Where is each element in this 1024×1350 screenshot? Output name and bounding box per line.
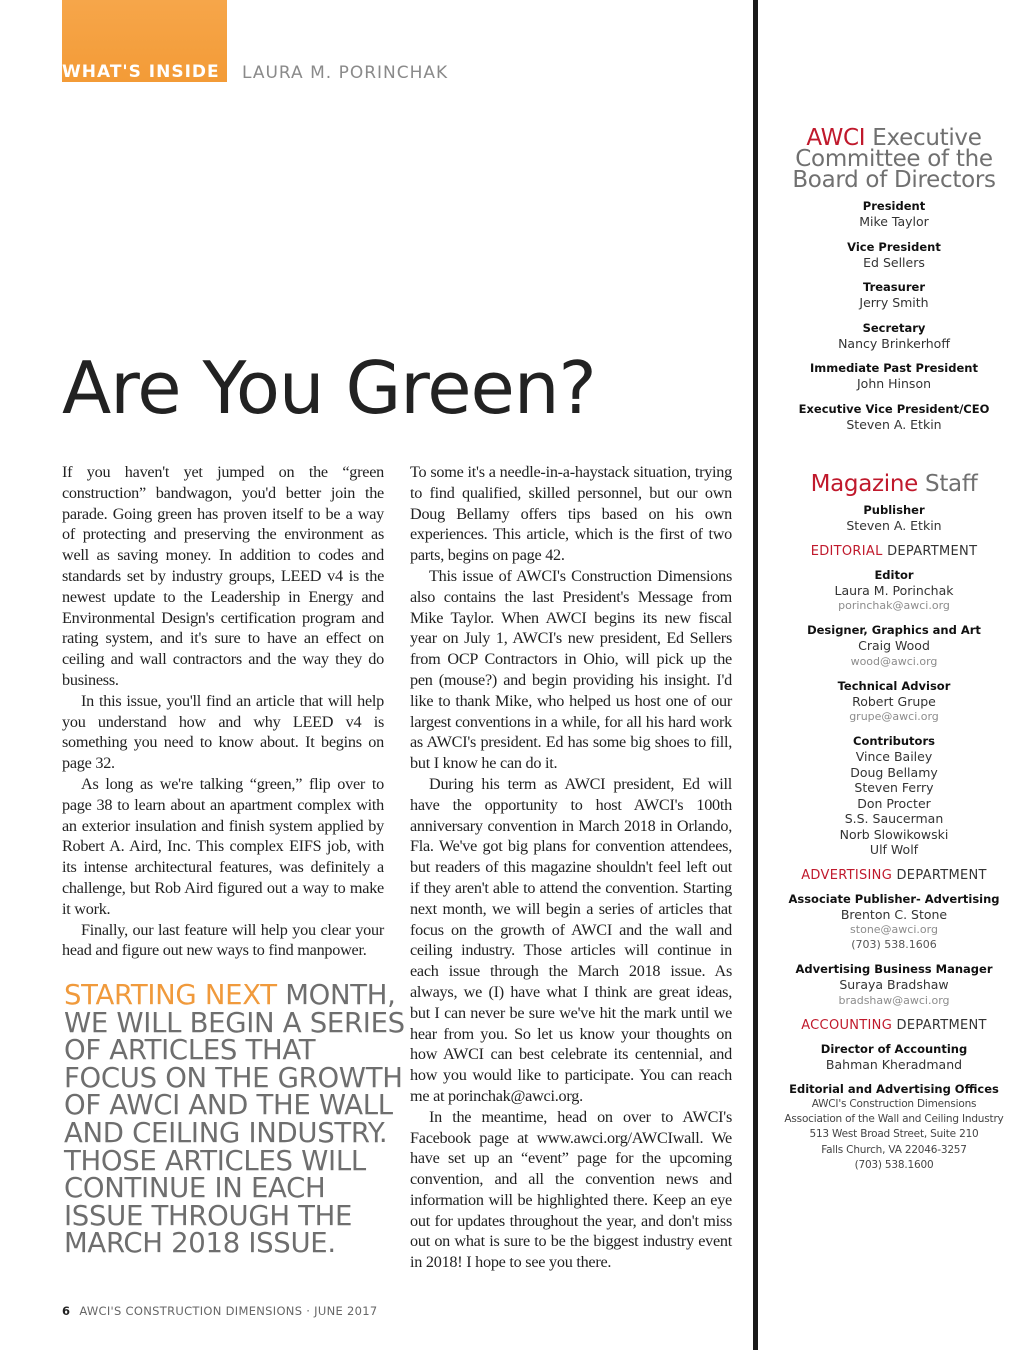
paragraph: To some it's a needle-in-a-haystack situation, trying to find qualified, skilled personnel, but our own Doug Bellamy offers tips based on his own experiences. This article, which is the first of two parts, begins on page 42. bbox=[410, 463, 732, 565]
exec-entry: Immediate Past President John Hinson bbox=[810, 361, 978, 391]
staff-entry: Editor Laura M. Porinchak porinchak@awci.org bbox=[780, 568, 1008, 614]
paragraph: If you haven't yet jumped on the “green construction” bandwagon, you'd better join the parade. Going green has proven itself to be a way of protecting and preserving the environment as well as saving money. In addition to codes and standards set by industry groups, LEED v4 is the newest update to the Leadership in Energy and Environmental Design's certification program and rating system, and it's sure to have an effect on ceiling and wall contractors and the way they do business. bbox=[62, 463, 384, 689]
contributors-entry: Contributors Vince Bailey Doug Bellamy Steven Ferry Don Procter S.S. Saucerman Norb Slowikowski Ulf Wolf bbox=[839, 734, 949, 857]
exec-entry: Vice President Ed Sellers bbox=[847, 239, 941, 270]
staff-entry: Technical Advisor Robert Grupe grupe@awci.org bbox=[780, 679, 1008, 725]
article-column-2 bbox=[410, 462, 732, 1273]
pull-quote-accent: STARTING NEXT bbox=[64, 979, 277, 1011]
exec-entry: Secretary Nancy Brinkerhoff bbox=[838, 320, 950, 351]
accounting-department-heading: ACCOUNTING DEPARTMENT bbox=[801, 1017, 987, 1033]
exec-entry: President Mike Taylor bbox=[859, 199, 929, 229]
article-column-1 bbox=[62, 462, 384, 961]
paragraph: During his term as AWCI president, Ed will have the opportunity to host AWCI's 100th anniversary convention in March 2018 in Orlando, Fla. We've got big plans for convention attendees, but readers of this magazine shouldn't feel left out if they aren't able to attend the convention. Starting next month, we will begin a series of articles that focus on the growth of AWCI and the wall and ceiling industry. Those articles will continue in each issue through the March 2018 issue. As always, we (I) have what I think are great ideas, but I can never be sure we've hit the mark until we hear from you. So let us know your thoughts on how AWCI can best celebrate its centennial, and how you would like to participate. You can reach me at porinchak@awci.org. bbox=[410, 774, 732, 1105]
magazine-staff-title: Magazine Staff bbox=[810, 471, 978, 497]
pull-quote-text: MONTH, WE WILL BEGIN A SERIES OF ARTICLES THAT FOCUS ON THE GROWTH OF AWCI AND THE WALL AND CEILING INDUSTRY. THOSE ARTICLES WILL CONTINUE IN EACH ISSUE THROUGH THE MARCH 2018 ISSUE. bbox=[64, 979, 405, 1260]
publisher-entry: Publisher Steven A. Etkin bbox=[846, 503, 942, 533]
phone-number: (703) 538.1606 bbox=[851, 938, 937, 951]
paragraph: As long as we're talking “green,” flip over to page 38 to learn about an apartment complex with an exterior insulation and finish system applied by Robert A. Aird, Inc. This complex EIFS job, with its intense architectural features, was definitely a challenge, but Rob Aird figured out a way to make it work. bbox=[62, 774, 384, 918]
page-footer bbox=[62, 1304, 377, 1318]
section-kicker: WHAT'S INSIDE bbox=[62, 62, 220, 82]
author-name: LAURA M. PORINCHAK bbox=[242, 63, 449, 83]
offices-entry: Editorial and Advertising Offices AWCI's Construction Dimensions Association of the Wall and Ceiling Industry 513 West Broad Street, Suite 210 Falls Church, VA 22046-3257 (703) 538.1600 bbox=[784, 1082, 1004, 1171]
staff-entry: Designer, Graphics and Art Craig Wood wood@awci.org bbox=[780, 623, 1008, 669]
masthead-sidebar bbox=[780, 125, 1008, 1183]
staff-entry: Advertising Business Manager Suraya Bradshaw bradshaw@awci.org bbox=[780, 962, 1008, 1008]
pull-quote bbox=[64, 979, 409, 1260]
email-link[interactable]: wood@awci.org bbox=[850, 654, 938, 668]
email-link[interactable]: stone@awci.org bbox=[850, 923, 938, 936]
paragraph: In the meantime, head on over to AWCI's Facebook page at www.awci.org/AWCIwall. We have set up an “event” page for the upcoming convention, and all the convention news and information will be highlighted there. Keep an eye out for updates throughout the year, and don't miss out on what is sure to be the biggest industry event in 2018! I hope to see you there. bbox=[410, 1107, 732, 1272]
email-link[interactable]: porinchak@awci.org bbox=[838, 599, 950, 612]
column-divider bbox=[753, 0, 758, 1350]
article-title: Are You Green? bbox=[62, 346, 596, 430]
email-link[interactable]: grupe@awci.org bbox=[849, 710, 939, 723]
paragraph: Finally, our last feature will help you clear your head and figure out new ways to find manpower. bbox=[62, 920, 384, 960]
exec-committee-title: AWCI Executive Committee of the Board of Directors bbox=[792, 125, 996, 193]
staff-entry: Associate Publisher- Advertising Brenton C. Stone stone@awci.org (703) 538.1606 bbox=[780, 892, 1008, 953]
exec-entry: Treasurer Jerry Smith bbox=[859, 280, 929, 310]
staff-entry: Director of Accounting Bahman Kheradmand bbox=[820, 1041, 968, 1072]
publication-line: AWCI'S CONSTRUCTION DIMENSIONS · JUNE 2017 bbox=[79, 1304, 378, 1318]
advertising-department-heading: ADVERTISING DEPARTMENT bbox=[801, 867, 987, 883]
exec-entry: Executive Vice President/CEO Steven A. Etkin bbox=[798, 401, 990, 432]
editorial-department-heading: EDITORIAL DEPARTMENT bbox=[810, 543, 978, 559]
paragraph: This issue of AWCI's Construction Dimensions also contains the last President's Message from Mike Taylor. When AWCI begins its new fiscal year on July 1, AWCI's new president, Ed Sellers from OCP Contractors in Ohio, will pick up the pen (mouse?) and begin providing his insight. I'd like to thank Mike, who helped us host one of our largest conventions in a while, for all his hard work as AWCI's president. Ed has some big shoes to fill, but I know he can do it. bbox=[410, 566, 732, 773]
page-number: 6 bbox=[62, 1304, 71, 1318]
paragraph: In this issue, you'll find an article that will help you understand how and why LEED v4 is something you need to know about. It begins on page 32. bbox=[62, 691, 384, 773]
email-link[interactable]: bradshaw@awci.org bbox=[838, 993, 950, 1007]
